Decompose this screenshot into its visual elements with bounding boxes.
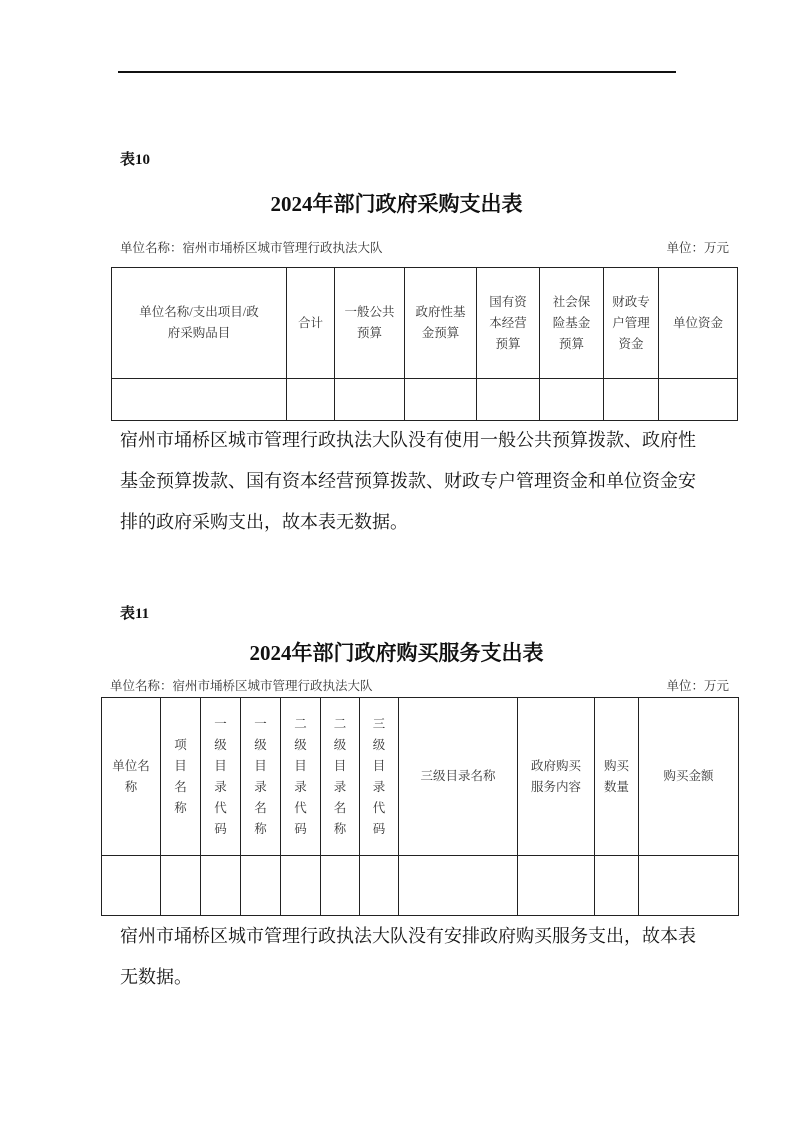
table10-unit-name: 单位名称：宿州市埇桥区城市管理行政执法大队 <box>120 241 383 255</box>
table10 <box>111 267 738 421</box>
table10-label: 表10 <box>120 152 151 168</box>
header-cell: 购买数量 <box>603 758 629 794</box>
header-cell: 一级目录名称 <box>254 716 267 836</box>
table10-note: 宿州市埇桥区城市管理行政执法大队没有使用一般公共预算拨款、政府性基金预算拨款、国有资本经营预算拨款、财政专户管理资金和单位资金安排的政府采购支出，故本表无数据。 <box>120 430 696 532</box>
header-cell: 一级目录代码 <box>214 716 227 836</box>
table11 <box>101 697 739 916</box>
table11-title: 2024年部门政府购买服务支出表 <box>249 641 544 665</box>
header-cell: 三级目录名称 <box>399 698 518 856</box>
header-cell: 三级目录代码 <box>372 716 386 836</box>
header-cell: 政府性基金预算 <box>415 305 466 340</box>
table11-unit-name: 单位名称：宿州市埇桥区城市管理行政执法大队 <box>110 679 373 693</box>
header-cell: 财政专户管理资金 <box>612 294 650 351</box>
table11-label: 表11 <box>120 606 150 622</box>
header-cell: 单位名称/支出项目/政府采购品目 <box>139 305 259 340</box>
header-cell: 合计 <box>287 268 335 379</box>
header-cell: 单位名称 <box>112 758 150 794</box>
header-cell: 一般公共预算 <box>344 305 395 340</box>
header-cell: 二级目录代码 <box>294 716 307 836</box>
header-cell: 政府购买服务内容 <box>530 758 581 794</box>
header-rule <box>118 71 676 73</box>
table11-empty-row <box>102 856 739 916</box>
header-cell: 社会保险基金预算 <box>552 294 591 351</box>
header-cell: 项目名称 <box>174 737 187 815</box>
table11-unit: 单位：万元 <box>666 679 729 693</box>
table10-unit: 单位：万元 <box>666 241 729 255</box>
table11-header-row <box>102 698 739 856</box>
table10-header-row <box>112 268 738 379</box>
table10-title: 2024年部门政府采购支出表 <box>270 192 523 216</box>
header-cell: 二级目录名称 <box>333 716 347 836</box>
table10-empty-row <box>112 379 738 421</box>
header-cell: 单位资金 <box>659 268 738 379</box>
header-cell: 国有资本经营预算 <box>489 294 527 351</box>
header-cell: 购买金额 <box>639 698 739 856</box>
table11-note: 宿州市埇桥区城市管理行政执法大队没有安排政府购买服务支出，故本表无数据。 <box>120 926 696 987</box>
